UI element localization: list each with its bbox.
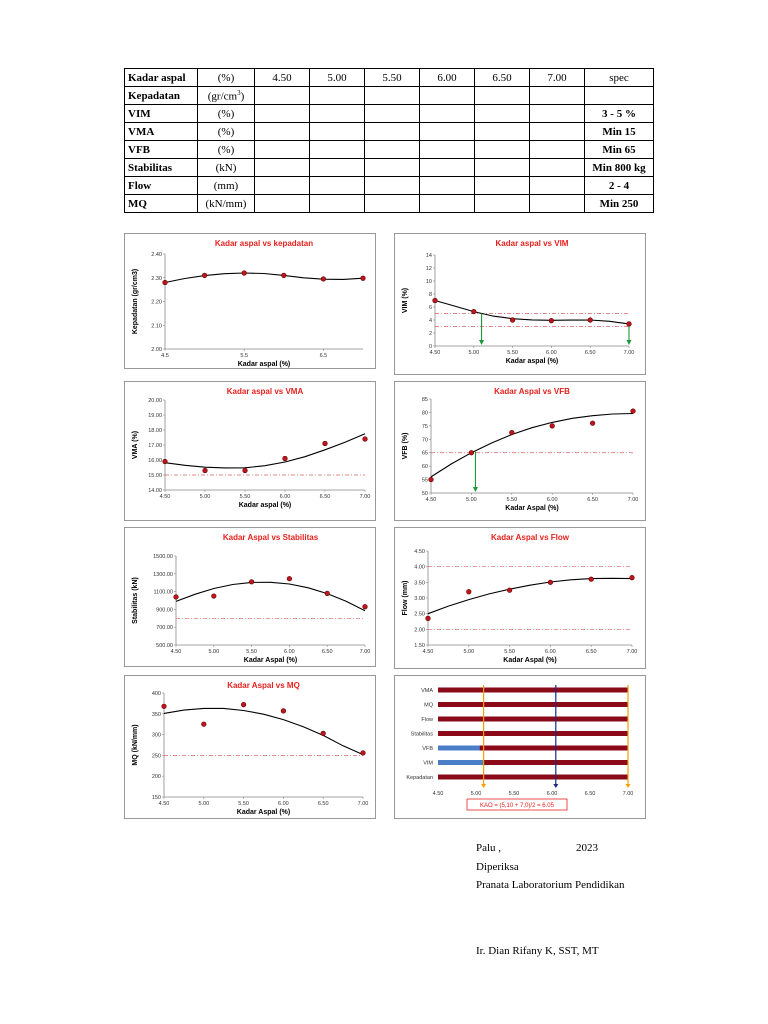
row-spec: Min 250	[585, 195, 654, 213]
row-value-cell	[475, 177, 530, 195]
data-point	[426, 616, 431, 621]
marshall-table	[124, 68, 654, 213]
y-tick-label: 8	[428, 292, 432, 298]
trend-curve	[165, 434, 365, 468]
x-tick-label: 5.00	[198, 801, 210, 807]
row-value-cell	[475, 123, 530, 141]
chart-title: Kadar Aspal vs VFB	[494, 387, 570, 396]
bar-category-label: VIM	[423, 760, 433, 767]
row-value-cell	[255, 105, 310, 123]
data-point	[467, 589, 472, 594]
row-value-cell	[310, 105, 365, 123]
row-spec: Min 65	[585, 141, 654, 159]
data-point	[287, 576, 292, 581]
row-value-cell	[530, 177, 585, 195]
data-point	[323, 441, 328, 446]
data-point	[589, 577, 594, 582]
table-header-row	[125, 69, 654, 87]
table-row	[125, 195, 654, 213]
x-tick-label: 5.5	[240, 353, 249, 359]
y-tick-label: 10	[425, 279, 432, 285]
data-point	[249, 580, 254, 585]
trend-curve	[176, 582, 365, 610]
chart-vfb-svg	[395, 382, 645, 520]
data-point	[510, 318, 515, 323]
kao-arrow-head	[627, 340, 632, 345]
data-point	[212, 594, 217, 599]
y-tick-label: 4.00	[414, 564, 425, 571]
y-tick-label: 50	[421, 491, 428, 497]
y-tick-label: 70	[421, 437, 428, 444]
x-tick-label: 7.00	[357, 801, 369, 807]
data-point	[507, 588, 512, 593]
x-axis-label: Kadar Aspal (%)	[236, 809, 291, 816]
x-tick-label: 5.00	[470, 791, 482, 797]
row-value-cell	[255, 195, 310, 213]
row-unit	[198, 123, 255, 141]
y-tick-label: 65	[421, 450, 428, 457]
signature-place	[476, 842, 598, 854]
row-value-cell	[420, 87, 475, 105]
kao-label: KAO = (5,10 + 7,0)/2 = 6.05	[480, 803, 554, 809]
row-value-cell	[530, 87, 585, 105]
x-tick-label: 5.50	[239, 494, 251, 500]
chart-mq-svg	[125, 676, 375, 818]
y-tick-label: 0	[428, 344, 432, 350]
data-point	[202, 273, 207, 278]
x-tick-label: 4.50	[158, 801, 170, 807]
row-value-cell	[420, 195, 475, 213]
x-tick-label: 6.50	[585, 649, 597, 655]
x-tick-label: 4.50	[429, 350, 441, 356]
data-point	[510, 430, 515, 435]
chart-flow-svg	[395, 528, 645, 668]
row-value-cell	[530, 159, 585, 177]
data-point	[321, 731, 326, 736]
x-tick-label: 7.00	[622, 791, 634, 797]
x-tick-label: 7.00	[626, 649, 638, 655]
x-tick-label: 6.5	[319, 353, 328, 359]
y-tick-label: 2.30	[151, 275, 162, 282]
row-value-cell	[255, 87, 310, 105]
x-tick-label: 5.50	[506, 497, 518, 503]
row-value-cell	[365, 177, 420, 195]
data-point	[469, 450, 474, 455]
row-unit-text: (kN)	[215, 161, 237, 174]
y-axis-label: Kepadatan (gr/cm3)	[132, 268, 139, 335]
table-header-cell: 6.50	[475, 69, 530, 87]
row-spec: 2 - 4	[585, 177, 654, 195]
x-tick-label: 4.50	[422, 649, 434, 655]
x-tick-label: 7.00	[359, 494, 371, 500]
data-point	[588, 318, 593, 323]
y-tick-label: 55	[421, 477, 428, 484]
bar-category-label: Flow	[421, 717, 433, 723]
row-unit-text: (gr/cm	[207, 90, 238, 103]
y-tick-label: 18.00	[148, 428, 162, 434]
data-point	[174, 595, 179, 600]
range-bar-below-spec	[438, 746, 480, 751]
row-value-cell	[530, 195, 585, 213]
x-axis-label: Kadar Aspal (%)	[505, 505, 559, 512]
x-tick-label: 7.00	[623, 350, 635, 356]
bar-category-label: MQ	[424, 702, 433, 709]
y-axis-label: VIM (%)	[402, 287, 409, 314]
x-tick-label: 4.5	[161, 353, 169, 359]
data-point	[472, 309, 477, 314]
chart-kepadatan-svg	[125, 234, 375, 368]
chart-vim	[394, 233, 646, 375]
row-value-cell	[475, 141, 530, 159]
data-point	[433, 298, 438, 303]
table-header-cell: 5.50	[365, 69, 420, 87]
x-tick-label: 5.00	[208, 649, 220, 655]
data-point	[627, 322, 632, 327]
row-parameter: Flow	[125, 177, 198, 195]
y-tick-label: 14.00	[148, 488, 162, 494]
x-tick-label: 6.00	[279, 494, 291, 500]
row-parameter: VMA	[125, 123, 198, 141]
signature-place-text: Palu ,	[476, 842, 502, 854]
row-value-cell	[530, 123, 585, 141]
data-point	[630, 575, 635, 580]
y-tick-label: 300	[151, 732, 161, 739]
x-axis-label: Kadar aspal (%)	[505, 358, 559, 365]
x-axis-label: Kadar Aspal (%)	[503, 657, 557, 664]
row-spec: Min 800 kg	[585, 159, 654, 177]
row-value-cell	[530, 105, 585, 123]
data-point	[281, 709, 286, 714]
trend-curve	[428, 578, 632, 613]
y-tick-label: 1.50	[414, 643, 425, 649]
chart-title: Kadar Aspal vs MQ	[227, 681, 300, 690]
kao-arrow-head	[473, 487, 478, 492]
data-point	[549, 318, 554, 323]
chart-stabilitas-svg	[125, 528, 375, 666]
table-row	[125, 159, 654, 177]
y-tick-label: 2.40	[151, 252, 162, 258]
row-unit	[198, 87, 255, 105]
chart-vma	[124, 381, 376, 521]
chart-kepadatan	[124, 233, 376, 369]
row-spec: Min 15	[585, 123, 654, 141]
x-tick-label: 5.50	[238, 801, 249, 807]
row-unit-text: (kN/mm)	[205, 197, 247, 210]
y-tick-label: 2	[428, 331, 432, 337]
row-value-cell	[365, 123, 420, 141]
row-unit-text: (%)	[217, 125, 235, 138]
x-tick-label: 6.00	[546, 791, 558, 797]
table-header-cell: spec	[585, 69, 654, 87]
data-point	[282, 273, 287, 278]
kao-arrow	[553, 784, 558, 788]
y-tick-label: 85	[421, 397, 428, 403]
table-row	[125, 87, 654, 105]
row-value-cell	[475, 195, 530, 213]
row-unit-text: (mm)	[213, 179, 239, 192]
x-tick-label: 7.00	[627, 497, 639, 503]
chart-title: Kadar Aspal vs Stabilitas	[222, 533, 319, 542]
x-tick-label: 4.50	[432, 791, 444, 797]
chart-kao-bars	[394, 675, 646, 819]
y-tick-label: 350	[151, 711, 161, 718]
chart-stabilitas	[124, 527, 376, 667]
chart-title: Kadar Aspal vs Flow	[491, 533, 569, 542]
data-point	[363, 604, 368, 609]
y-tick-label: 1500.00	[153, 554, 173, 560]
data-point	[241, 702, 246, 707]
range-bar	[438, 688, 628, 693]
row-value-cell	[310, 123, 365, 141]
y-tick-label: 1300.00	[153, 571, 173, 578]
row-unit-text: (%)	[217, 107, 235, 120]
chart-vim-svg	[395, 234, 645, 374]
y-axis-label: Flow (mm)	[402, 580, 409, 616]
row-parameter: Stabilitas	[125, 159, 198, 177]
data-point	[325, 591, 330, 596]
row-unit	[198, 105, 255, 123]
x-tick-label: 7.00	[359, 649, 371, 655]
range-bar	[438, 775, 628, 780]
data-point	[321, 277, 326, 282]
signature-title: Pranata Laboratorium Pendidikan	[476, 879, 625, 891]
x-tick-label: 5.50	[504, 649, 515, 655]
row-parameter: VIM	[125, 105, 198, 123]
trend-curve	[431, 414, 633, 477]
y-tick-label: 2.20	[151, 299, 162, 306]
row-unit	[198, 195, 255, 213]
table-row	[125, 177, 654, 195]
y-tick-label: 16.00	[148, 458, 162, 464]
y-tick-label: 250	[151, 753, 161, 760]
row-unit	[198, 177, 255, 195]
y-tick-label: 1100.00	[153, 589, 173, 596]
x-tick-label: 4.50	[425, 497, 437, 503]
x-tick-label: 5.00	[468, 350, 480, 356]
x-tick-label: 6.00	[546, 350, 557, 356]
row-value-cell	[255, 123, 310, 141]
y-tick-label: 2.50	[414, 611, 425, 618]
data-point	[631, 409, 636, 414]
table-header-cell: 4.50	[255, 69, 310, 87]
signature-checked: Diperiksa	[476, 861, 519, 873]
range-bar-below-spec	[438, 760, 484, 765]
y-tick-label: 6	[428, 305, 432, 311]
data-point	[363, 437, 368, 442]
x-tick-label: 6.00	[545, 649, 556, 655]
x-axis-label: Kadar aspal (%)	[237, 361, 291, 368]
data-point	[202, 722, 207, 727]
chart-title: Kadar aspal vs kepadatan	[214, 239, 314, 248]
row-value-cell	[420, 159, 475, 177]
y-tick-label: 20.00	[148, 398, 162, 404]
row-value-cell	[310, 159, 365, 177]
y-tick-label: 900.00	[156, 607, 173, 614]
table-row	[125, 123, 654, 141]
y-tick-label: 500.00	[156, 643, 173, 649]
y-tick-label: 60	[421, 464, 428, 471]
y-tick-label: 2.00	[414, 627, 425, 634]
data-point	[242, 271, 247, 276]
row-parameter: MQ	[125, 195, 198, 213]
row-value-cell	[420, 123, 475, 141]
data-point	[283, 456, 288, 461]
y-tick-label: 150	[151, 795, 161, 801]
x-tick-label: 6.50	[321, 649, 333, 655]
data-point	[361, 276, 366, 281]
row-value-cell	[475, 159, 530, 177]
trend-curve	[164, 708, 363, 754]
row-unit	[198, 159, 255, 177]
spec-bound-arrow	[626, 784, 631, 788]
trend-curve	[165, 273, 363, 283]
bar-category-label: Kepadatan	[406, 775, 433, 781]
data-point	[548, 580, 553, 585]
chart-mq	[124, 675, 376, 819]
x-axis-label: Kadar Aspal (%)	[243, 657, 298, 664]
x-tick-label: 5.50	[508, 791, 520, 797]
y-axis-label: Stabilitas (kN)	[132, 577, 139, 624]
x-tick-label: 6.50	[319, 494, 331, 500]
row-value-cell	[420, 141, 475, 159]
y-tick-label: 2.10	[151, 323, 162, 330]
row-unit-close: )	[240, 90, 245, 103]
y-tick-label: 80	[421, 410, 428, 417]
y-tick-label: 12	[425, 266, 432, 272]
row-value-cell	[420, 105, 475, 123]
row-value-cell	[365, 195, 420, 213]
x-tick-label: 5.50	[507, 350, 518, 356]
data-point	[163, 459, 168, 464]
spec-bound-arrow	[481, 784, 486, 788]
x-tick-label: 5.50	[246, 649, 257, 655]
x-tick-label: 5.00	[199, 494, 211, 500]
row-parameter: Kepadatan	[125, 87, 198, 105]
row-value-cell	[310, 195, 365, 213]
y-tick-label: 19.00	[148, 413, 162, 419]
table-header-cell: (%)	[198, 69, 255, 87]
row-value-cell	[255, 177, 310, 195]
row-value-cell	[530, 141, 585, 159]
bar-category-label: VFB	[422, 746, 433, 752]
signature-name: Ir. Dian Rifany K, SST, MT	[476, 945, 599, 957]
row-unit-superscript: 3	[237, 88, 241, 97]
y-tick-label: 4	[428, 318, 432, 324]
row-value-cell	[365, 105, 420, 123]
y-tick-label: 14	[425, 253, 432, 259]
row-value-cell	[310, 87, 365, 105]
row-parameter: VFB	[125, 141, 198, 159]
row-value-cell	[475, 105, 530, 123]
data-point	[429, 477, 434, 482]
x-tick-label: 5.00	[463, 649, 475, 655]
chart-vfb	[394, 381, 646, 521]
row-spec: 3 - 5 %	[585, 105, 654, 123]
signature-year: 2023	[576, 842, 598, 854]
y-axis-label: VMA (%)	[132, 430, 139, 460]
row-value-cell	[365, 141, 420, 159]
x-axis-label: Kadar aspal (%)	[238, 502, 292, 509]
row-value-cell	[365, 87, 420, 105]
table-row	[125, 141, 654, 159]
row-value-cell	[255, 141, 310, 159]
bar-category-label: VMA	[421, 688, 433, 694]
y-tick-label: 400	[151, 691, 161, 697]
chart-kao-bars-svg	[395, 676, 645, 818]
x-tick-label: 5.00	[466, 497, 477, 503]
y-tick-label: 700.00	[156, 625, 173, 632]
chart-title: Kadar aspal vs VIM	[495, 239, 569, 248]
y-axis-label: MQ (kN/mm)	[132, 724, 139, 766]
trend-curve	[435, 301, 629, 324]
x-tick-label: 6.50	[584, 350, 596, 356]
data-point	[203, 468, 208, 473]
x-tick-label: 4.50	[170, 649, 182, 655]
kao-arrow-head	[479, 340, 484, 345]
range-bar	[438, 731, 628, 736]
x-tick-label: 6.50	[587, 497, 598, 503]
y-tick-label: 3.00	[414, 596, 425, 602]
table-header-cell: 5.00	[310, 69, 365, 87]
table-row	[125, 105, 654, 123]
table-header-cell: Kadar aspal	[125, 69, 198, 87]
range-bar	[438, 717, 628, 722]
row-unit-text: (%)	[217, 143, 235, 156]
y-tick-label: 75	[421, 423, 428, 430]
row-spec	[585, 87, 654, 105]
y-tick-label: 200	[151, 774, 161, 781]
x-tick-label: 6.00	[546, 497, 558, 503]
data-point	[361, 751, 366, 756]
row-unit	[198, 141, 255, 159]
data-point	[550, 424, 555, 429]
x-tick-label: 4.50	[159, 494, 171, 500]
row-value-cell	[420, 177, 475, 195]
x-tick-label: 6.50	[584, 791, 596, 797]
row-value-cell	[475, 87, 530, 105]
x-tick-label: 6.50	[317, 801, 329, 807]
chart-flow	[394, 527, 646, 669]
y-axis-label: VFB (%)	[402, 432, 409, 460]
bar-category-label: Stabilitas	[410, 731, 433, 738]
data-point	[162, 704, 167, 709]
table-header-cell: 6.00	[420, 69, 475, 87]
row-value-cell	[310, 141, 365, 159]
y-tick-label: 15.00	[148, 473, 162, 479]
x-tick-label: 6.00	[278, 801, 289, 807]
row-value-cell	[310, 177, 365, 195]
y-tick-label: 2.00	[151, 347, 162, 353]
chart-vma-svg	[125, 382, 375, 520]
data-point	[590, 421, 595, 426]
table-header-cell: 7.00	[530, 69, 585, 87]
data-point	[163, 280, 168, 285]
chart-title: Kadar aspal vs VMA	[226, 387, 304, 396]
data-point	[243, 468, 248, 473]
range-bar	[438, 702, 628, 707]
y-tick-label: 3.50	[414, 580, 425, 587]
row-value-cell	[255, 159, 310, 177]
y-tick-label: 17.00	[148, 443, 162, 449]
y-tick-label: 4.50	[414, 549, 425, 555]
row-value-cell	[365, 159, 420, 177]
x-tick-label: 6.00	[284, 649, 295, 655]
